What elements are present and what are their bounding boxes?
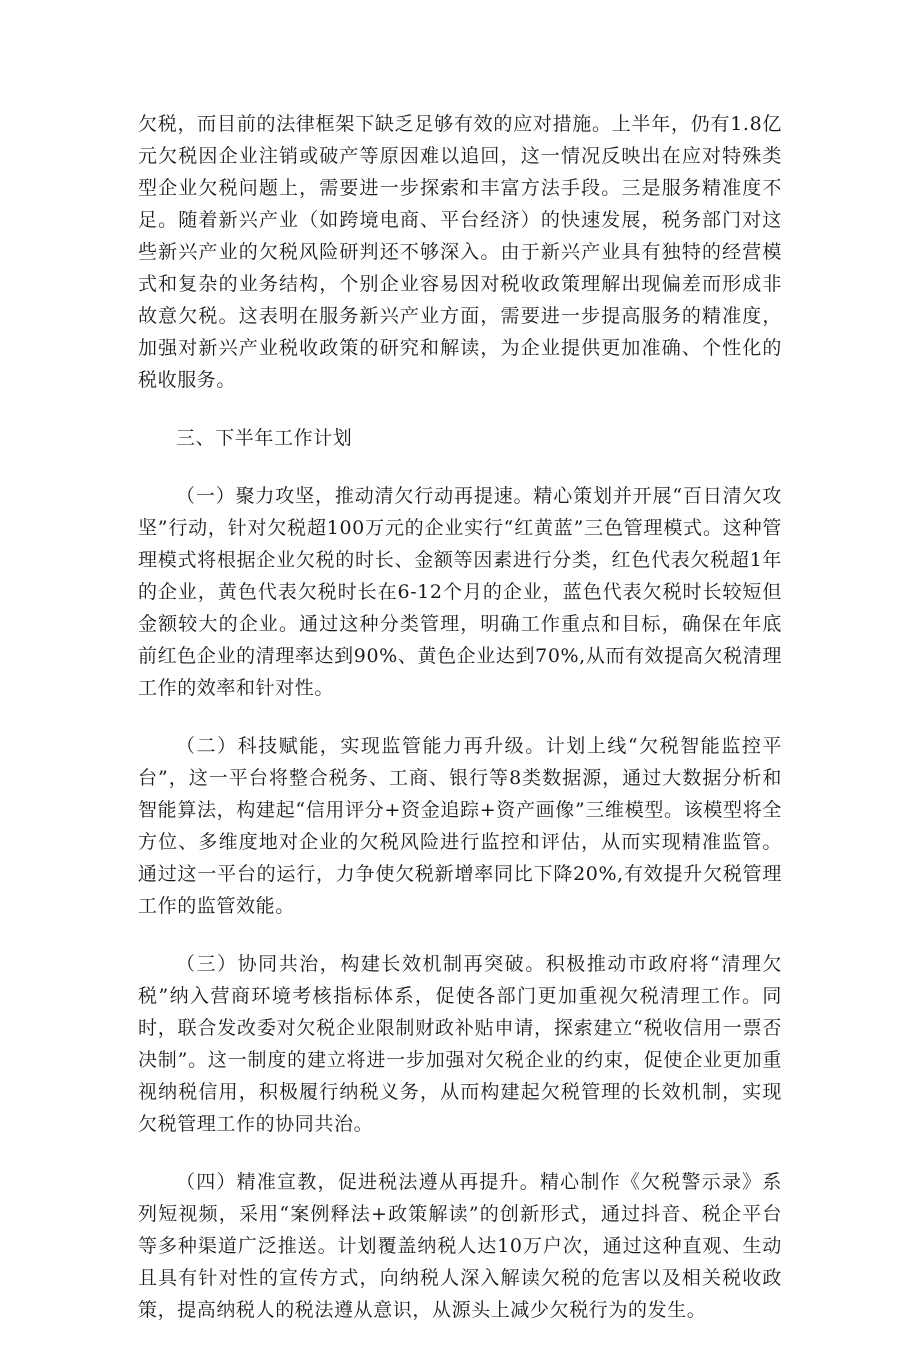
- document-body: [138, 108, 782, 1352]
- paragraph-item-3: （三）协同共治，构建长效机制再突破。积极推动市政府将“清理欠税”纳入营商环境考核指标体系，促使各部门更加重视欠税清理工作。同时，联合发改委对欠税企业限制财政补贴申请，探索建立“税收信用一票否决制”。这一制度的建立将进一步加强对欠税企业的约束，促使企业更加重视纳税信用，积极履行纳税义务，从而构建起欠税管理的长效机制，实现欠税管理工作的协同共治。: [138, 953, 782, 1135]
- paragraph-item-1: （一）聚力攻坚，推动清欠行动再提速。精心策划并开展“百日清欠攻坚”行动，针对欠税超100万元的企业实行“红黄蓝”三色管理模式。这种管理模式将根据企业欠税的时长、金额等因素进行分类，红色代表欠税超1年的企业，黄色代表欠税时长在6-12个月的企业，蓝色代表欠税时长较短但金额较大的企业。通过这种分类管理，明确工作重点和目标，确保在年底前红色企业的清理率达到90%、黄色企业达到70%,从而有效提高欠税清理工作的效率和针对性。: [138, 485, 782, 699]
- paragraph-continuation: 欠税，而目前的法律框架下缺乏足够有效的应对措施。上半年，仍有1.8亿元欠税因企业注销或破产等原因难以追回，这一情况反映出在应对特殊类型企业欠税问题上，需要进一步探索和丰富方法手段。三是服务精准度不足。随着新兴产业（如跨境电商、平台经济）的快速发展，税务部门对这些新兴产业的欠税风险研判还不够深入。由于新兴产业具有独特的经营模式和复杂的业务结构，个别企业容易因对税收政策理解出现偏差而形成非故意欠税。这表明在服务新兴产业方面，需要进一步提高服务的精准度，加强对新兴产业税收政策的研究和解读，为企业提供更加准确、个性化的税收服务。: [138, 113, 782, 391]
- paragraph-item-2: （二）科技赋能，实现监管能力再升级。计划上线“欠税智能监控平台”，这一平台将整合税务、工商、银行等8类数据源，通过大数据分析和智能算法，构建起“信用评分+资金追踪+资产画像”三维模型。该模型将全方位、多维度地对企业的欠税风险进行监控和评估，从而实现精准监管。通过这一平台的运行，力争使欠税新增率同比下降20%,有效提升欠税管理工作的监管效能。: [138, 735, 782, 917]
- section-heading: 三、下半年工作计划: [176, 427, 353, 449]
- paragraph-item-4: （四）精准宣教，促进税法遵从再提升。精心制作《欠税警示录》系列短视频，采用“案例释法+政策解读”的创新形式，通过抖音、税企平台等多种渠道广泛推送。计划覆盖纳税人达10万户次，通过这种直观、生动且具有针对性的宣传方式，向纳税人深入解读欠税的危害以及相关税收政策，提高纳税人的税法遵从意识，从源头上减少欠税行为的发生。: [138, 1171, 782, 1321]
